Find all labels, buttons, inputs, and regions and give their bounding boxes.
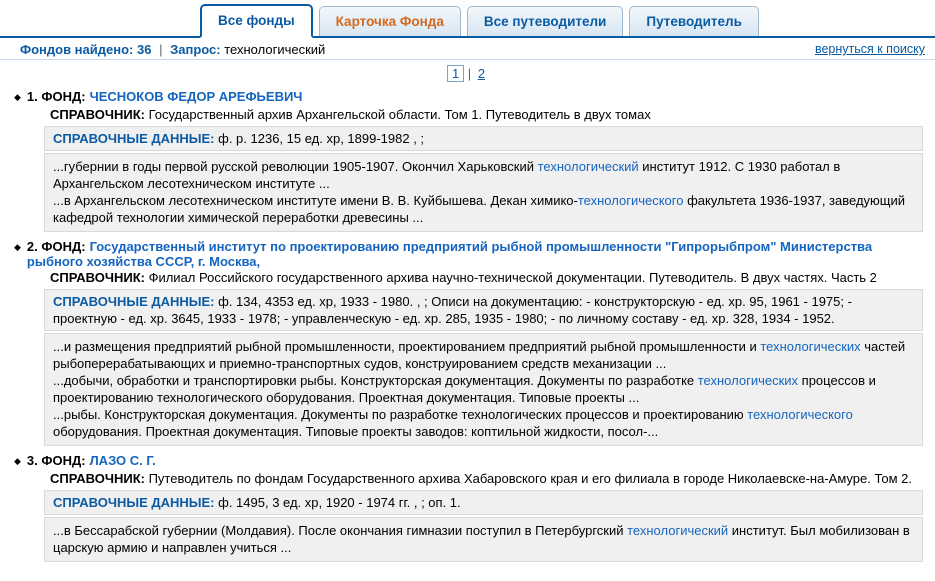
query-value: технологический (224, 42, 326, 57)
snippet-box (44, 517, 923, 562)
guide-label: СПРАВОЧНИК: (50, 471, 145, 486)
pagination (0, 60, 935, 85)
info-separator: | (159, 42, 163, 57)
bullet-icon: ◆ (14, 456, 21, 466)
snippet-line (53, 158, 914, 192)
snippet-text: ...в Архангельском лесотехническом институте имени В. В. Куйбышева. Декан химико- (53, 193, 578, 208)
snippet-text: факультета 1936-1937, заведующий кафедрой технологии химической переработки древесины ... (53, 193, 905, 225)
highlighted-term: технологических (697, 373, 799, 388)
guide-label: СПРАВОЧНИК: (50, 107, 145, 122)
reference-data-text: ф. 134, 4353 ед. хр, 1933 - 1980. , ; Описи на документацию: - конструкторскую - ед. хр. 95, 1961 - 1975; - проектную - ед. хр. 3645, 1933 - 1978; - управленческую - ед. хр. 285, 1935 - 1980; - по личному составу - ед. хр. 328, 1934 - 1952. (53, 294, 852, 326)
found-label: Фондов найдено: (20, 42, 134, 57)
result-index-label: 1. ФОНД: (26, 89, 86, 104)
query-label: Запрос: (170, 42, 221, 57)
tab-all-funds[interactable] (200, 4, 313, 38)
snippet-text: оборудования. Проектная документация. Типовые проекты заводов: коптильной жидкости, посол-... (53, 424, 659, 439)
result-header (14, 239, 923, 269)
reference-data-label: СПРАВОЧНЫЕ ДАННЫЕ: (53, 495, 215, 510)
tab-guide[interactable] (629, 6, 759, 36)
highlighted-term: технологических (760, 339, 861, 354)
page-1-button[interactable]: 1 (447, 65, 464, 82)
tab-bar (0, 0, 935, 38)
found-count: 36 (137, 42, 152, 57)
snippet-line (53, 372, 914, 406)
snippet-box (44, 333, 923, 446)
snippet-text: институт 1912. С 1930 работал в Архангельском лесотехническом институте ... (53, 159, 841, 191)
reference-data-box (44, 289, 923, 331)
snippet-line (53, 406, 914, 440)
highlighted-term: технологического (747, 407, 853, 422)
tab-all-guides[interactable] (467, 6, 624, 36)
reference-data-box (44, 126, 923, 151)
snippet-text: ...в Бессарабской губернии (Молдавия). После окончания гимназии поступил в Петербургский (53, 523, 628, 538)
snippet-line (53, 338, 914, 372)
result-header (14, 453, 923, 470)
reference-data-text: ф. р. 1236, 15 ед. хр, 1899-1982 , ; (214, 131, 425, 146)
reference-data-label: СПРАВОЧНЫЕ ДАННЫЕ: (53, 131, 215, 146)
guide-text: Государственный архив Архангельской области. Том 1. Путеводитель в двух томах (144, 107, 651, 122)
bullet-icon: ◆ (14, 242, 21, 252)
page-2-link[interactable]: 2 (477, 66, 486, 81)
snippet-text: ...рыбы. Конструкторская документация. Документы по разработке технологических процессов и проектированию (53, 407, 748, 422)
snippet-box (44, 153, 923, 232)
tab-all-funds-label: Все фонды (218, 13, 295, 28)
reference-data-text: ф. 1495, 3 ед. хр, 1920 - 1974 гг. , ; оп. 1. (214, 495, 461, 510)
snippet-text: ...губернии в годы первой русской революции 1905-1907. Окончил Харьковский (53, 159, 538, 174)
highlighted-term: технологического (577, 193, 684, 208)
results-info-bar (0, 38, 935, 60)
fund-title-link[interactable]: ЧЕСНОКОВ ФЕДОР АРЕФЬЕВИЧ (89, 89, 303, 104)
result-index-label: 3. ФОНД: (26, 453, 86, 468)
result-index-label: 2. ФОНД: (26, 239, 86, 254)
result-entry (14, 453, 923, 562)
pager-divider: | (467, 66, 472, 81)
tab-fund-card[interactable] (319, 6, 461, 36)
guide-line (14, 270, 923, 286)
tab-fund-card-label: Карточка Фонда (335, 14, 444, 29)
guide-line (14, 471, 923, 487)
snippet-line (53, 192, 914, 226)
guide-text: Путеводитель по фондам Государственного архива Хабаровского края и его филиала в городе Николаевске-на-Амуре. Том 2. (144, 471, 912, 486)
fund-title-link[interactable]: Государственный институт по проектированию предприятий рыбной промышленности "Гипрорыбпром" Министерства рыбного хозяйства СССР, г. Москва, (26, 239, 873, 269)
guide-label: СПРАВОЧНИК: (50, 270, 145, 285)
result-header (14, 89, 923, 106)
bullet-icon: ◆ (14, 92, 21, 102)
snippet-text: ...и размещения предприятий рыбной промышленности, проектированием предприятий рыбной промышленности и (53, 339, 761, 354)
highlighted-term: технологический (537, 159, 639, 174)
reference-data-label: СПРАВОЧНЫЕ ДАННЫЕ: (53, 294, 215, 309)
guide-line (14, 107, 923, 123)
fund-title-link[interactable]: ЛАЗО С. Г. (89, 453, 156, 468)
snippet-text: институт. Был мобилизован в царскую армию и направлен учиться ... (53, 523, 910, 555)
snippet-text: частей рыбоперерабатывающих и приемно-транспортных судов, конструированием средств механизации ... (53, 339, 906, 371)
result-entry (14, 89, 923, 232)
results-list (0, 85, 935, 581)
tab-guide-label: Путеводитель (646, 14, 742, 29)
snippet-text: процессов и проектированию технологического оборудования. Проектная документация. Типовые проекты ... (53, 373, 876, 405)
result-entry (14, 239, 923, 446)
guide-text: Филиал Российского государственного архива научно-технической документации. Путеводитель. В двух частях. Часть 2 (144, 270, 877, 285)
snippet-text: ...добычи, обработки и транспортировки рыбы. Конструкторская документация. Документы по разработке (53, 373, 698, 388)
highlighted-term: технологический (627, 523, 729, 538)
result-entry-partial (14, 569, 923, 581)
reference-data-box (44, 490, 923, 515)
snippet-line (53, 522, 914, 556)
back-to-search-link[interactable]: вернуться к поиску (814, 42, 925, 56)
tab-all-guides-label: Все путеводители (483, 14, 607, 29)
